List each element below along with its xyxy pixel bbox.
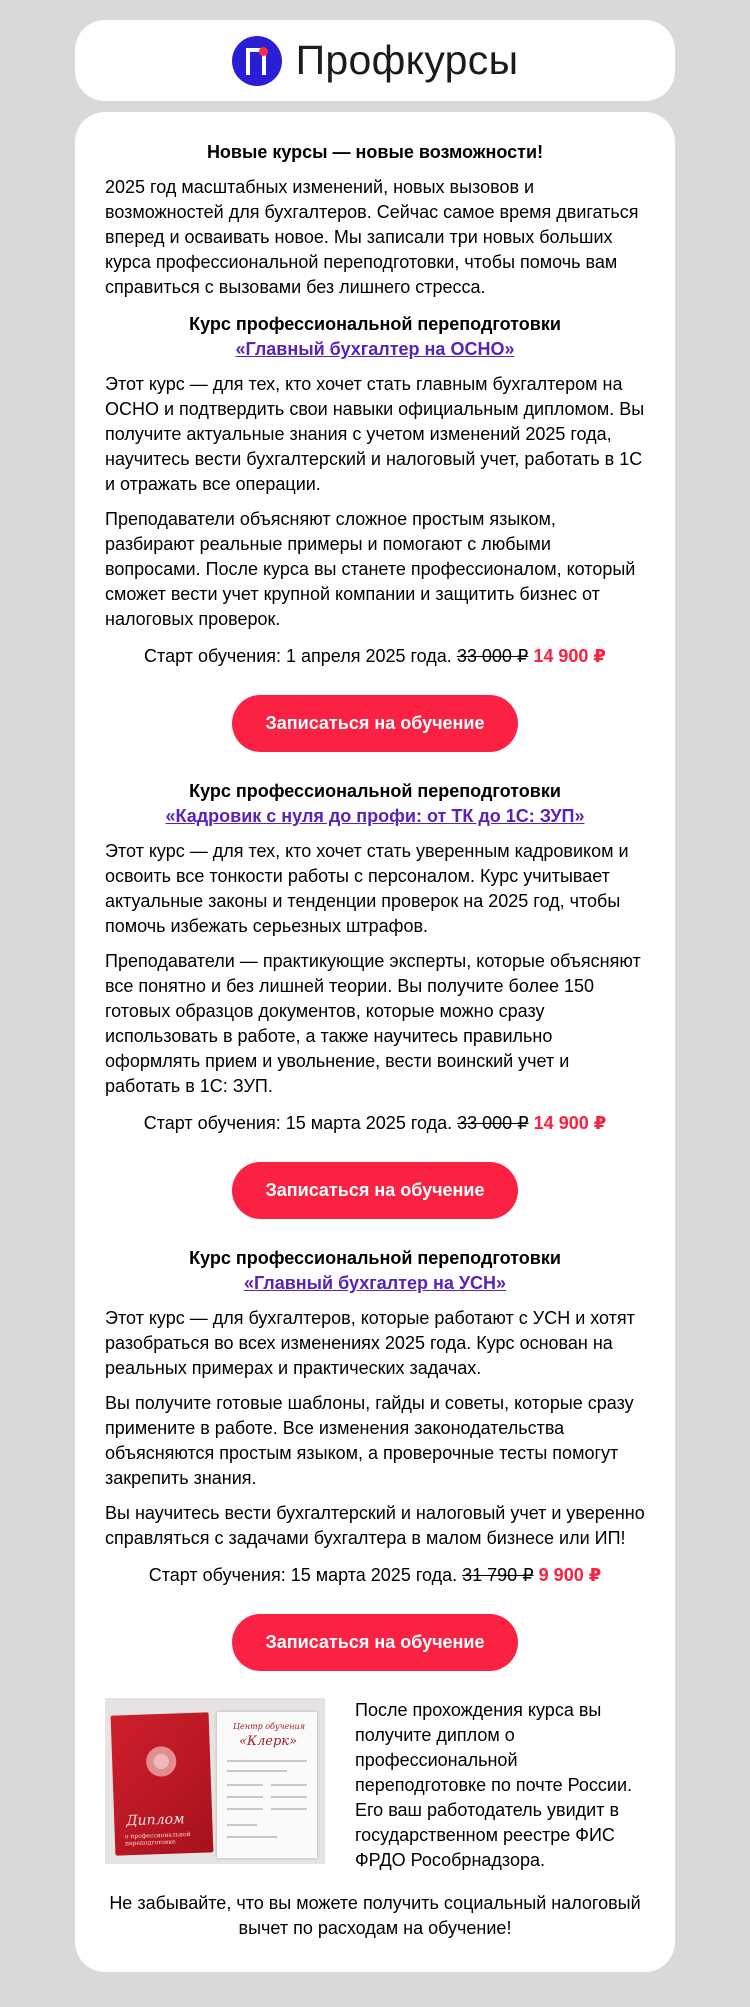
content-card (75, 112, 675, 1972)
old-price: 33 000 ₽ (456, 646, 529, 666)
course-paragraph: Преподаватели объясняют сложное простым языком, разбирают реальные примеры и помогают с любыми вопросами. После курса вы станете профессионалом, который сможет вести учет крупной компании и защитить бизнес от налоговых проверок. (105, 509, 636, 629)
course-link[interactable]: «Главный бухгалтер на ОСНО» (235, 339, 515, 359)
new-price: 14 900 ₽ (533, 646, 606, 666)
course-link[interactable]: «Кадровик с нуля до профи: от ТК до 1С: ЗУП» (165, 806, 585, 826)
course-paragraph: Этот курс — для тех, кто хочет стать уверенным кадровиком и освоить все тонкости работы с персоналом. Курс учитывает актуальные законы и тенденции проверок на 2025 год, чтобы помочь избежать серьезных штрафов. (105, 841, 629, 936)
flower-ornament-icon (135, 1733, 187, 1790)
course-paragraph: Этот курс — для тех, кто хочет стать главным бухгалтером на ОСНО и подтвердить свои навыки официальным дипломом. Вы получите актуальные знания с учетом изменений 2025 года, научитесь вести бухгалтерский и налоговый учет, работать в 1С и отражать все операции. (105, 374, 645, 494)
diploma-cover-title: Диплом (125, 1811, 185, 1830)
course-paragraph: Вы научитесь вести бухгалтерский и налоговый учет и уверенно справляться с задачами бухгалтера в малом бизнесе или ИП! (105, 1503, 645, 1548)
course-heading (105, 1246, 645, 1296)
diploma-cover (111, 1712, 214, 1855)
new-price: 14 900 ₽ (533, 1113, 607, 1133)
diploma-page-org: «Клерк» (239, 1734, 298, 1749)
enroll-button[interactable]: Записаться на обучение (232, 1614, 517, 1671)
tax-deduction-note: Не забывайте, что вы можете получить социальный налоговый вычет по расходам на обучение! (109, 1893, 641, 1938)
diploma-image (105, 1698, 325, 1864)
start-date: Старт обучения: 15 марта 2025 года. (148, 1565, 458, 1585)
course-link[interactable]: «Главный бухгалтер на УСН» (243, 1273, 507, 1293)
course-heading (105, 779, 645, 829)
course-block (105, 312, 645, 752)
new-price: 9 900 ₽ (538, 1565, 602, 1585)
old-price: 33 000 ₽ (457, 1113, 529, 1133)
diploma-cover-subtitle: о профессиональной переподготовке (124, 1831, 191, 1848)
diploma-page (217, 1712, 317, 1858)
course-block (105, 779, 645, 1219)
course-start (105, 644, 645, 669)
course-start (105, 1563, 645, 1588)
diploma-text-block (355, 1698, 645, 1873)
course-kicker: Курс профессиональной переподготовки (189, 781, 561, 801)
diploma-text: После прохождения курса вы получите диплом о профессиональной переподготовке по почте России. Его ваш работодатель увидит в государственном реестре ФИС ФРДО Рособрнадзора. (355, 1700, 633, 1870)
start-date: Старт обучения: 1 апреля 2025 года. (144, 646, 452, 666)
course-heading (105, 312, 645, 362)
header (75, 20, 675, 101)
course-paragraph: Этот курс — для бухгалтеров, которые работают с УСН и хотят разобраться во всех изменениях 2025 года. Курс основан на реальных примерах и практических задачах. (105, 1308, 635, 1378)
diploma-page-caption: Центр обучения (233, 1722, 305, 1731)
start-date: Старт обучения: 15 марта 2025 года. (143, 1113, 453, 1133)
profkursy-logo-icon (232, 36, 282, 86)
enroll-button[interactable]: Записаться на обучение (232, 1162, 517, 1219)
course-start (105, 1111, 645, 1136)
course-block (105, 1246, 645, 1671)
brand-name: Профкурсы (295, 37, 519, 83)
enroll-button[interactable]: Записаться на обучение (232, 695, 517, 752)
email-container (75, 20, 675, 1972)
course-kicker: Курс профессиональной переподготовки (189, 1248, 561, 1268)
course-kicker: Курс профессиональной переподготовки (189, 314, 561, 334)
diploma-section (105, 1698, 645, 1873)
intro-title: Новые курсы — новые возможности! (206, 142, 544, 162)
course-paragraph: Преподаватели — практикующие эксперты, которые объясняют все понятно и без лишней теории. Вы получите более 150 готовых образцов документов, которые можно сразу использовать в работе, а также научитесь правильно оформлять прием и увольнение, вести воинский учет и работать в 1С: ЗУП. (105, 951, 641, 1096)
old-price: 31 790 ₽ (462, 1565, 534, 1585)
intro-text: 2025 год масштабных изменений, новых вызовов и возможностей для бухгалтеров. Сейчас самое время двигаться вперед и осваивать новое. Мы записали три новых больших курса профессиональной переподготовки, чтобы помочь вам справиться с вызовами без лишнего стресса. (105, 177, 639, 297)
course-paragraph: Вы получите готовые шаблоны, гайды и советы, которые сразу примените в работе. Все изменения законодательства объясняются простым языком, а проверочные тесты помогут закрепить знания. (105, 1393, 634, 1488)
